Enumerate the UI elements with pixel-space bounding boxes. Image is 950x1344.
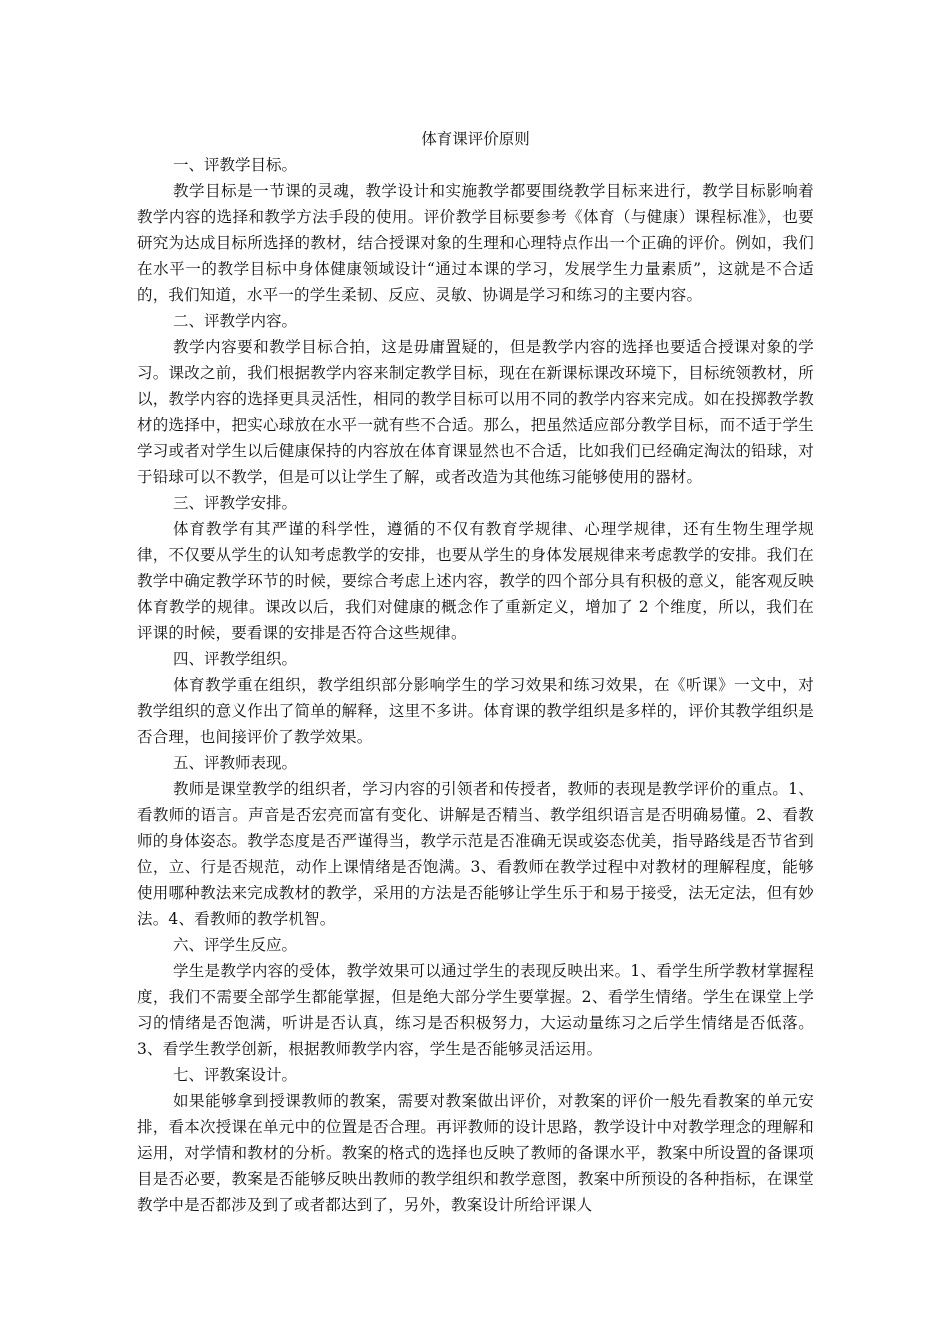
section-body-1: 教学目标是一节课的灵魂，教学设计和实施教学都要围绕教学目标来进行，教学目标影响着教学内容的选择和教学方法手段的使用。评价教学目标要参考《体育（与健康）课程标准》，也要研究为达成目标所选择的教材，结合授课对象的生理和心理特点作出一个正确的评价。例如，我们在水平一的教学目标中身体健康领域设计“通过本课的学习，发展学生力量素质”，这就是不合适的，我们知道，水平一的学生柔韧、反应、灵敏、协调是学习和练习的主要内容。 <box>137 182 814 304</box>
section-body-4: 体育教学重在组织，教学组织部分影响学生的学习效果和练习效果，在《听课》一文中，对教学组织的意义作出了简单的解释，这里不多讲。体育课的教学组织是多样的，评价其教学组织是否合理，也间接评价了教学效果。 <box>137 676 814 746</box>
section-heading-5: 五、评教师表现。 <box>173 754 298 772</box>
document-title: 体育课评价原则 <box>421 130 530 148</box>
section-body-3: 体育教学有其严谨的科学性，遵循的不仅有教育学规律、心理学规律，还有生物生理学规律，不仅要从学生的认知考虑教学的安排，也要从学生的身体发展规律来考虑教学的安排。我们在教学中确定教学环节的时候，要综合考虑上述内容，教学的四个部分具有积极的意义，能客观反映体育教学的规律。课改以后，我们对健康的概念作了重新定义，增加了 2 个维度，所以，我们在评课的时候，要看课的安排是否符合这些规律。 <box>137 520 814 642</box>
section-heading-2: 二、评教学内容。 <box>173 312 298 330</box>
section-body-6: 学生是教学内容的受体，教学效果可以通过学生的表现反映出来。1、看学生所学教材掌握程度，我们不需要全部学生都能掌握，但是绝大部分学生要掌握。2、看学生情绪。学生在课堂上学习的情绪是否饱满，听讲是否认真，练习是否积极努力，大运动量练习之后学生情绪是否低落。3、看学生教学创新，根据教师教学内容，学生是否能够灵活运用。 <box>137 962 814 1058</box>
section-heading-7: 七、评教案设计。 <box>173 1066 298 1084</box>
document-page <box>137 126 814 1218</box>
section-heading-4: 四、评教学组织。 <box>173 650 298 668</box>
section-body-5: 教师是课堂教学的组织者，学习内容的引领者和传授者，教师的表现是教学评价的重点。1、看教师的语言。声音是否宏亮而富有变化、讲解是否精当、教学组织语言是否明确易懂。2、看教师的身体姿态。教学态度是否严谨得当，教学示范是否准确无误或姿态优美，指导路线是否节省到位，立、行是否规范，动作上课情绪是否饱满。3、看教师在教学过程中对教材的理解程度，能够使用哪种教法来完成教材的教学，采用的方法是否能够让学生乐于和易于接受，法无定法，但有妙法。4、看教师的教学机智。 <box>137 780 814 928</box>
section-heading-3: 三、评教学安排。 <box>173 494 298 512</box>
section-heading-6: 六、评学生反应。 <box>173 936 298 954</box>
section-heading-1: 一、评教学目标。 <box>173 156 298 174</box>
section-body-2: 教学内容要和教学目标合拍，这是毋庸置疑的，但是教学内容的选择也要适合授课对象的学习。课改之前，我们根据教学内容来制定教学目标，现在在新课标课改环境下，目标统领教材，所以，教学内容的选择更具灵活性，相同的教学目标可以用不同的教学内容来完成。如在投掷教学教材的选择中，把实心球放在水平一就有些不合适。那么，把虽然适应部分教学目标，而不适于学生学习或者对学生以后健康保持的内容放在体育课显然也不合适，比如我们已经确定淘汰的铅球，对于铅球可以不教学，但是可以让学生了解，或者改造为其他练习能够使用的器材。 <box>137 338 814 486</box>
section-body-7: 如果能够拿到授课教师的教案，需要对教案做出评价，对教案的评价一般先看教案的单元安排，看本次授课在单元中的位置是否合理。再评教师的设计思路，教学设计中对教学理念的理解和运用，对学情和教材的分析。教案的格式的选择也反映了教师的备课水平，教案中所设置的备课项目是否必要，教案是否能够反映出教师的教学组织和教学意图，教案中所预设的各种指标，在课堂教学中是否都涉及到了或者都达到了，另外，教案设计所给评课人 <box>137 1092 814 1214</box>
